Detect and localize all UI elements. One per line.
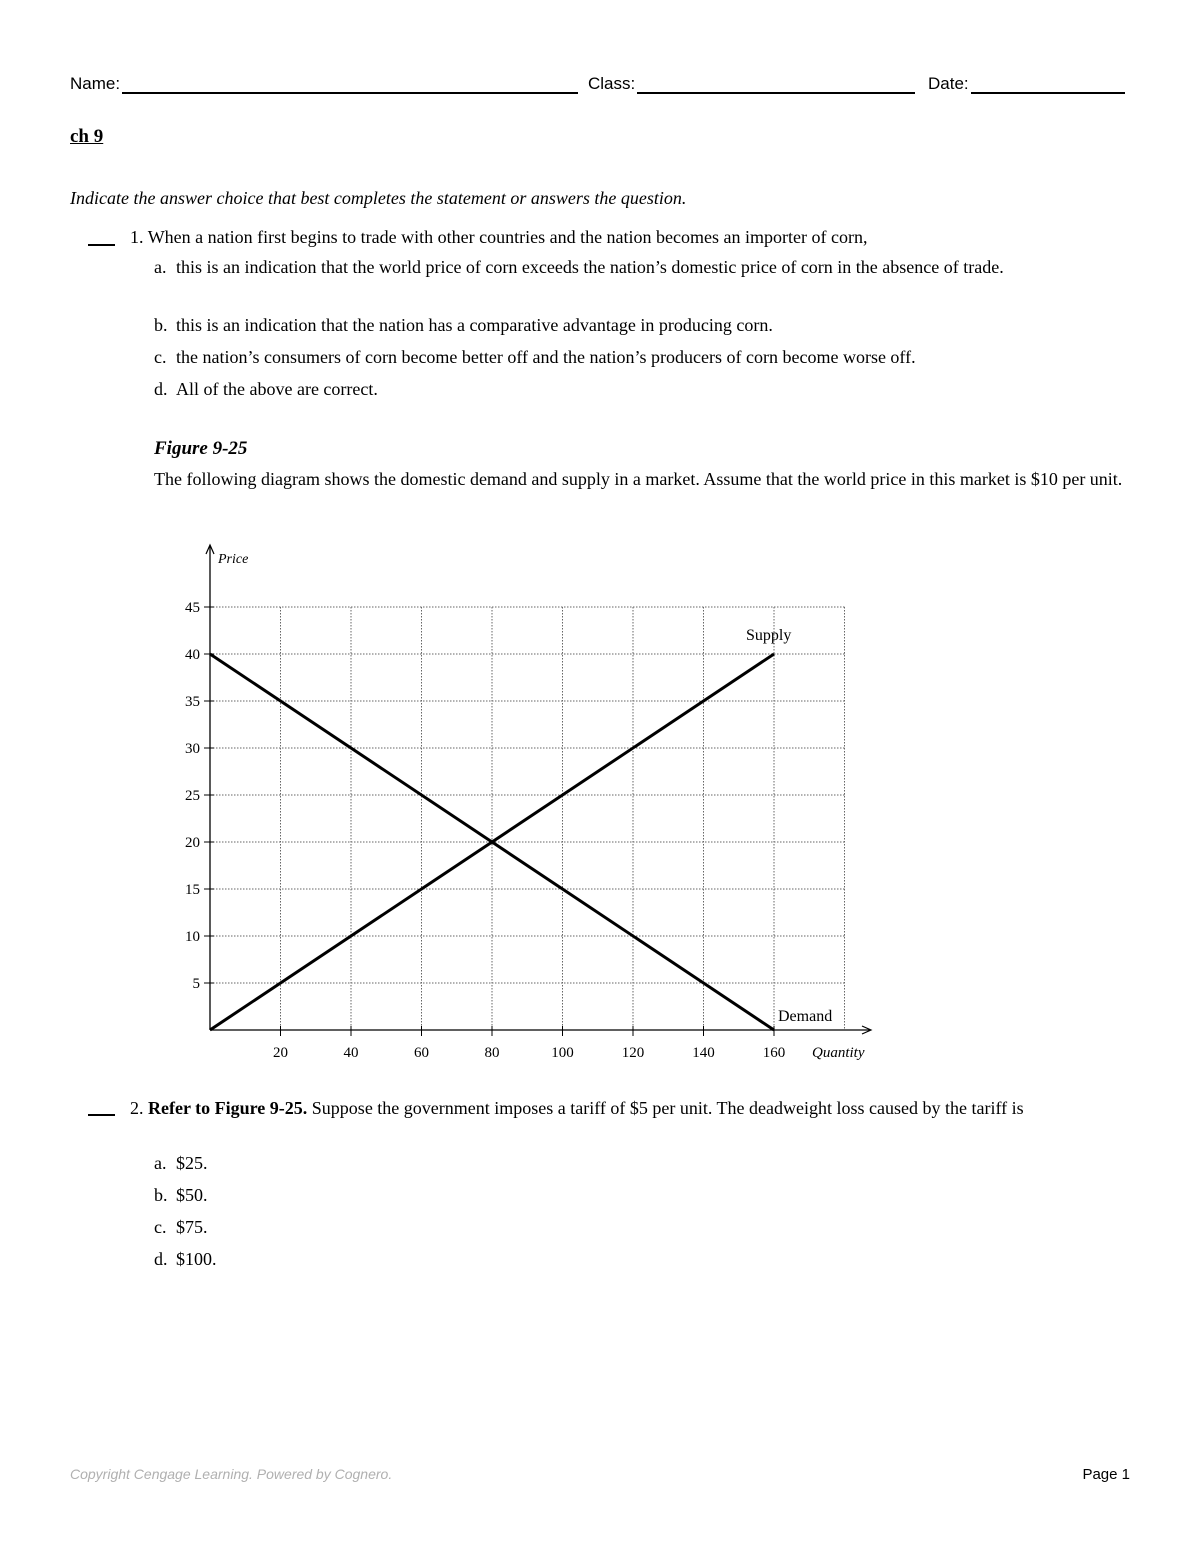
y-tick-label: 10 [185,929,200,945]
choice-q1-d[interactable] [154,376,378,402]
choice-label: b. [154,1185,168,1205]
series-label-supply: Supply [746,627,792,644]
question-text: Suppose the government imposes a tariff of $5 per unit. The deadweight loss caused by the tariff is [307,1098,1024,1118]
y-tick-label: 20 [185,835,200,851]
choice-label: c. [154,1217,167,1237]
y-tick-label: 30 [185,741,200,757]
question-text: When a nation first begins to trade with other countries and the nation becomes an importer of corn, [147,227,868,247]
question-number: 2. [130,1098,144,1118]
choice-q2-c[interactable] [154,1214,208,1240]
choice-label: a. [154,257,167,277]
y-tick-label: 15 [185,882,200,898]
x-tick-label: 120 [621,1045,645,1061]
page-number: Page 1 [1082,1466,1130,1483]
y-tick-label: 25 [185,788,200,804]
supply-demand-chart [150,540,890,1070]
question-1 [130,224,1130,250]
choice-text: $100. [176,1249,217,1269]
chapter-title: ch 9 [70,126,104,147]
choice-q1-c[interactable] [154,344,916,370]
choice-q1-b[interactable] [154,312,773,338]
choice-text: $25. [176,1153,208,1173]
date-label: Date: [928,74,969,93]
date-field[interactable] [928,72,1125,94]
y-tick-label: 5 [192,976,200,992]
name-field[interactable] [70,72,578,94]
y-tick-label: 35 [185,694,200,710]
choice-label: a. [154,1153,167,1173]
header-fields [70,72,1130,98]
choice-label: d. [154,379,168,399]
choice-label: c. [154,347,167,367]
class-label: Class: [588,74,636,93]
x-tick-label: 100 [551,1045,574,1061]
question-number: 1. [130,227,144,247]
choice-text: $75. [176,1217,208,1237]
x-tick-label: 80 [484,1045,500,1061]
y-tick-label: 40 [185,647,200,663]
choice-label: d. [154,1249,168,1269]
footer-copyright: Copyright Cengage Learning. Powered by Cognero. [70,1466,393,1482]
y-axis-label: Price [218,552,249,567]
date-line[interactable] [971,72,1125,94]
choice-q2-d[interactable] [154,1246,217,1272]
choice-text: this is an indication that the world price of corn exceeds the nation’s domestic price of corn in the absence of trade. [176,257,1004,277]
figure-caption: The following diagram shows the domestic demand and supply in a market. Assume that the world price in this market is $10 per unit. [154,469,1123,489]
instructions: Indicate the answer choice that best completes the statement or answers the question. [70,188,687,208]
answer-blank-q2[interactable] [88,1114,115,1116]
answer-blank-q1[interactable] [88,244,115,246]
choice-text: $50. [176,1185,208,1205]
x-tick-label: 60 [414,1045,429,1061]
x-tick-label: 160 [762,1045,786,1061]
choice-text: the nation’s consumers of corn become better off and the nation’s producers of corn become worse off. [176,347,916,367]
choice-label: b. [154,315,168,335]
x-axis-label: Quantity [812,1045,865,1061]
name-label: Name: [70,74,121,93]
figure-reference: Refer to Figure 9-25. [148,1098,308,1118]
question-2 [130,1095,1130,1121]
x-tick-label: 20 [273,1045,288,1061]
choice-text: All of the above are correct. [176,379,378,399]
x-tick-label: 40 [343,1045,359,1061]
class-field[interactable] [588,72,915,94]
choice-q2-a[interactable] [154,1150,208,1176]
choice-q1-a[interactable] [154,254,1100,280]
x-tick-label: 140 [692,1045,715,1061]
choice-q2-b[interactable] [154,1182,208,1208]
series-label-demand: Demand [778,1008,833,1025]
name-line[interactable] [122,72,578,94]
choice-text: this is an indication that the nation has a comparative advantage in producing corn. [176,315,773,335]
figure-title: Figure 9-25 [154,438,248,459]
y-tick-label: 45 [185,600,200,616]
class-line[interactable] [637,72,915,94]
